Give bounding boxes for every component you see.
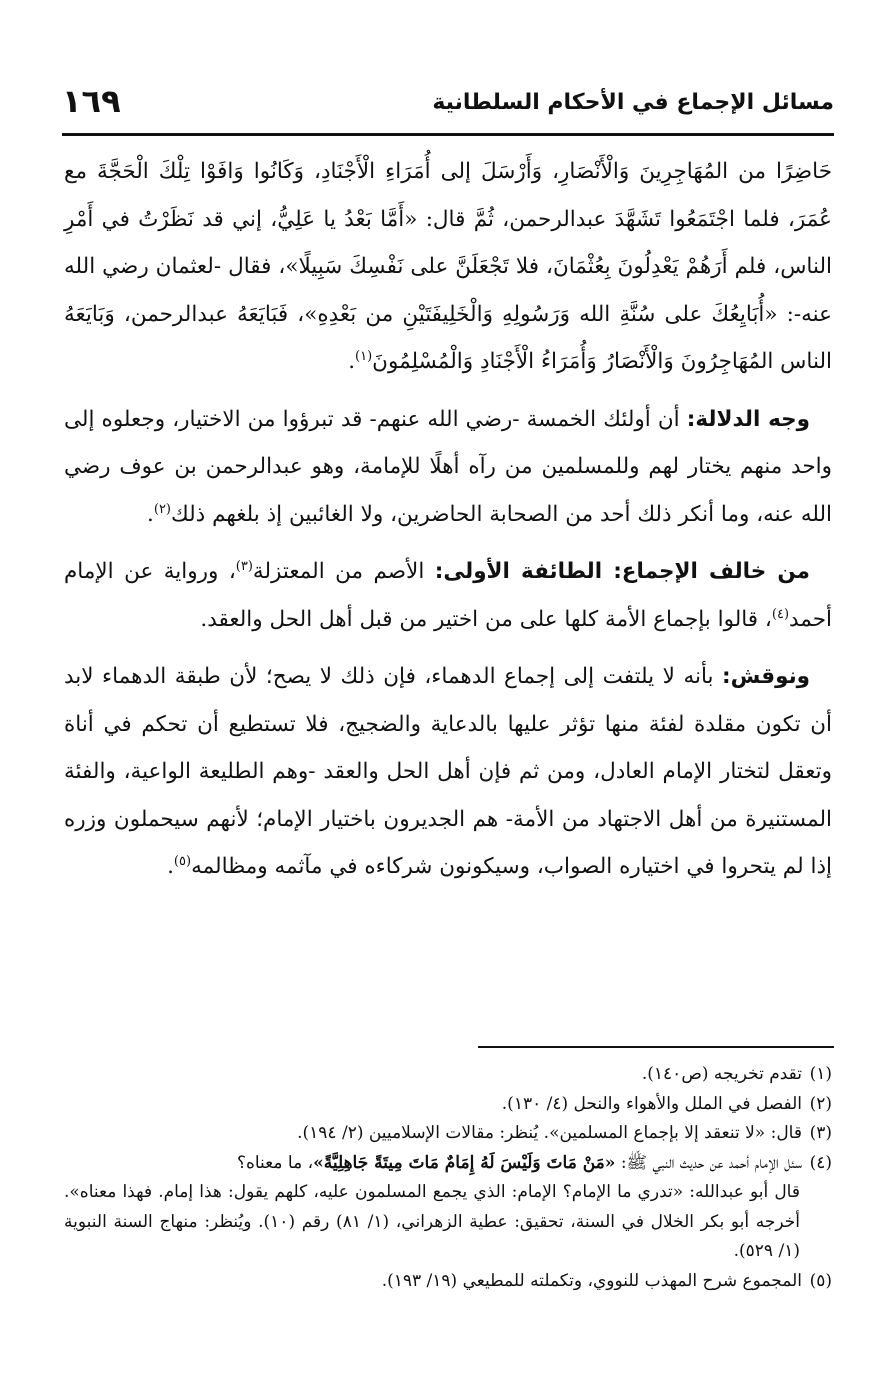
footnote-rule — [478, 1046, 834, 1048]
paragraph-opponents: من خالف الإجماع: الطائفة الأولى: الأصم من المعتزلة$^{(٣)}$، ورواية عن الإمام أحمد$^{(٤)}$، قالوا بإجماع الأمة كلها على من اختير من قبل أهل الحل والعقد. — [64, 558, 832, 632]
heading-opponents: من خالف الإجماع: الطائفة الأولى: — [434, 559, 810, 584]
main-text — [64, 148, 832, 901]
heading-evidence: وجه الدلالة: — [686, 406, 811, 432]
page-header — [62, 82, 834, 126]
hadith-quote: «مَنْ مَاتَ وَلَيْسَ لَهُ إِمَامٌ مَاتَ مِيتَةً جَاهِلِيَّةً» — [313, 1152, 616, 1173]
paragraph-narration: حَاضِرًا من المُهَاجِرِينَ وَالْأَنْصَارِ، وَأَرْسَلَ إلى أُمَرَاءِ الْأَجْنَادِ، وَكَانُوا وَافَوْا تِلْكَ الْحَجَّةَ مع عُمَرَ، فلما اجْتَمَعُوا تَشَهَّدَ عبدالرحمن، ثُمَّ قال: «أَمَّا بَعْدُ يا عَلِيُّ، إني قد نَظَرْتُ في أَمْرِ الناس، فلم أَرَهُمْ يَعْدِلُونَ بِعُثْمَانَ، فلا تَجْعَلَنَّ على نَفْسِكَ سَبِيلًا»، فقال -لعثمان رضي الله عنه-: «أُبَايِعُكَ على سُنَّةِ الله وَرَسُولِهِ وَالْخَلِيفَتَيْنِ من بَعْدِهِ»، فَبَايَعَهُ عبدالرحمن، وَبَايَعَهُ الناس المُهَاجِرُونَ وَالْأَنْصَارُ وَأُمَرَاءُ الْأَجْنَادِ وَالْمُسْلِمُونَ$^{(١)}$. — [64, 159, 832, 374]
running-title: مسائل الإجماع في الأحكام السلطانية — [432, 90, 834, 115]
footnote-4: (٤)سئل الإمام أحمد عن حديث النبي ﷺ: «مَنْ مَاتَ وَلَيْسَ لَهُ إِمَامٌ مَاتَ مِيتَةً جَاهِلِيَّةً»، ما معناه؟ — [236, 1152, 832, 1173]
footnote-4-continuation: قال أبو عبدالله: «تدري ما الإمام؟ الإمام: الذي يجمع المسلمون عليه، كلهم يقول: هذا إمام. فهذا معناه». أخرجه أبو بكر الخلال في السنة، تحقيق: عطية الزهراني، (١/ ٨١) رقم (١٠). ويُنظر: منهاج السنة النبوية (١/ ٥٢٩). — [64, 1182, 800, 1261]
page-number: ١٦٩ — [62, 82, 121, 120]
footnote-5: (٥)المجموع شرح المهذب للنووي، وتكملته للمطيعي (١٩/ ١٩٣). — [381, 1270, 832, 1291]
footnote-3: (٣)قال: «لا تنعقد إلا بإجماع المسلمين». يُنظر: مقالات الإسلاميين (٢/ ١٩٤). — [297, 1123, 832, 1143]
heading-discussion: ونوقش: — [722, 664, 810, 689]
footnote-ref-2: (٢) — [153, 501, 171, 517]
footnotes — [64, 1060, 832, 1296]
footnote-ref-5: (٥) — [173, 853, 192, 869]
paragraph-evidence: وجه الدلالة: أن أولئك الخمسة -رضي الله عنهم- قد تبرؤوا من الاختيار، وجعلوه إلى واحد منهم يختار لهم وللمسلمين من رآه أهلًا للإمامة، وهو عبدالرحمن بن عوف رضي الله عنه، وما أنكر ذلك أحد من الصحابة الحاضرين، ولا الغائبين إذ بلغهم ذلك$^{(٢)}$. — [64, 406, 832, 527]
footnote-1: (١)تقدم تخريجه (ص١٤٠). — [641, 1064, 832, 1084]
footnote-ref-4: (٤) — [771, 606, 790, 622]
footnote-ref-1: (١) — [355, 348, 373, 364]
paragraph-discussion: ونوقش: بأنه لا يلتفت إلى إجماع الدهماء، فإن ذلك لا يصح؛ لأن طبقة الدهماء لابد أن تكون مقلدة لفئة منها تؤثر عليها بالدعاية والضجيج، فلا تستطيع أن تحكم في أناة وتعقل لتختار الإمام العادل، ومن ثم فإن أهل الحل والعقد -وهم الطليعة الواعية، والفئة المستنيرة من أهل الاجتهاد من الأمة- هم الجديرون باختيار الإمام؛ لأنهم سيحملون وزره إذا لم يتحروا في اختياره الصواب، وسيكونون شركاءه في مآثمه ومظالمه$^{(٥)}$. — [64, 664, 832, 879]
header-rule — [62, 133, 834, 136]
footnote-2: (٢)الفصل في الملل والأهواء والنحل (٤/ ١٣٠). — [501, 1093, 832, 1114]
footnote-ref-3: (٣) — [235, 558, 253, 574]
